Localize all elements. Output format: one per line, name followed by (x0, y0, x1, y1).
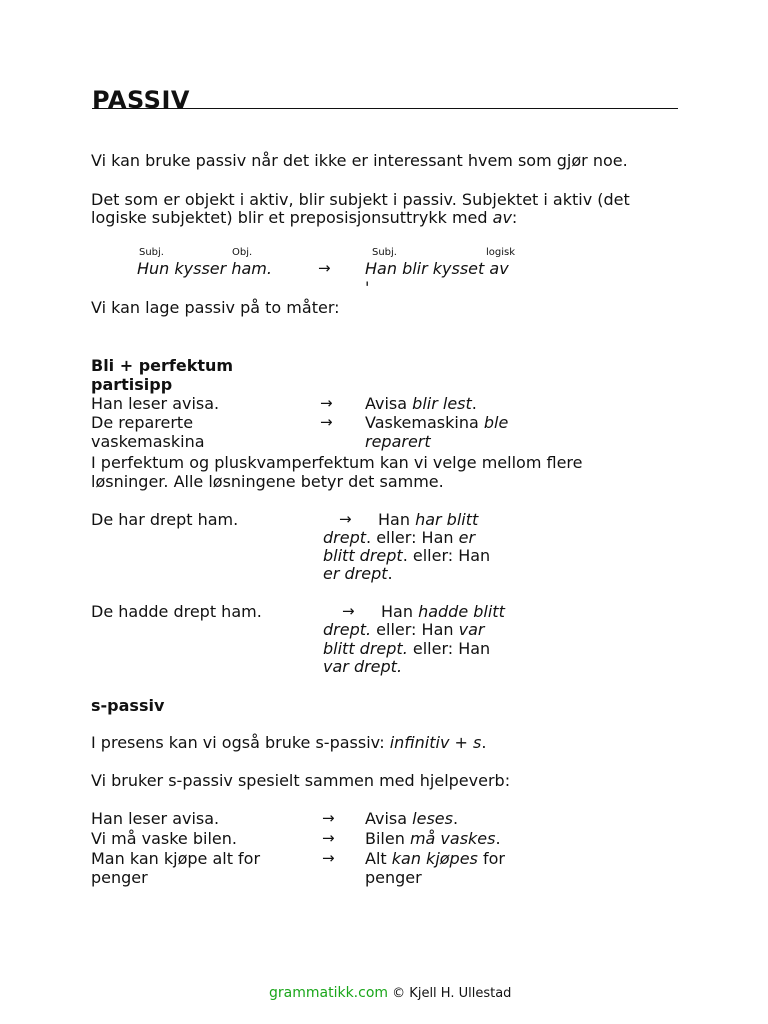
ex2-l1-em: hadde blitt (418, 602, 505, 621)
bli-row-2-right-cut: reparert (365, 432, 431, 451)
ex2-l2-em2: var (458, 620, 485, 639)
intro-em-av: av (492, 208, 512, 227)
intro-paragraph-1: Vi kan bruke passiv når det ikke er interessant hvem som gjør noe. (91, 151, 628, 170)
intro-colon: : (511, 208, 518, 227)
perfektum-ex1-arrow: → (339, 510, 352, 528)
bli-row-2-right (365, 413, 509, 451)
spassiv-paragraph-2: Vi bruker s-passiv spesielt sammen med hjelpeverb: (91, 771, 511, 790)
perfektum-ex1-line-3 (323, 546, 490, 565)
label-obj: Obj. (232, 247, 253, 258)
spassiv-row-3-right-cut: penger (365, 868, 422, 887)
ex1-l1-text: Han (378, 510, 416, 529)
spassiv-row-1-right-post: . (452, 809, 459, 828)
spassiv-row-2-right (365, 829, 501, 848)
title-underline (92, 108, 678, 109)
spassiv-row-1-arrow: → (322, 809, 335, 827)
ex2-l4-em: var drept. (323, 657, 403, 676)
example-passive-text: Han blir kysset av (365, 259, 509, 278)
footer (269, 985, 511, 1002)
bli-row-2-left (91, 413, 205, 451)
spassiv-row-3-right-em: kan kjøpes (391, 849, 478, 868)
spassiv-row-1-right (365, 809, 458, 828)
perfektum-ex1-line-4 (323, 564, 393, 583)
example-active (137, 259, 272, 278)
spassiv-row-2-right-text: Bilen (365, 829, 410, 848)
ex2-l1-text: Han (381, 602, 419, 621)
footer-site-link[interactable]: grammatikk.com (269, 985, 389, 1001)
footer-copyright: © Kjell H. Ullestad (392, 986, 512, 1001)
perfektum-ex1-line-2 (323, 528, 475, 547)
ex1-l3-text: . eller: Han (402, 546, 491, 565)
example-active-text: Hun kysser ham. (137, 259, 272, 278)
spassiv-row-3-right-text: Alt (365, 849, 392, 868)
spassiv-row-3-arrow: → (322, 849, 335, 867)
perfektum-ex1-left: De har drept ham. (91, 510, 239, 529)
ex2-l2-em: drept. (323, 620, 372, 639)
two-ways-text: Vi kan lage passiv på to måter: (91, 298, 340, 317)
spassiv-p1-em2: s (473, 733, 482, 752)
ex1-l3-em: blitt drept (323, 546, 403, 565)
spassiv-row-3-left-text: Man kan kjøpe alt for (91, 849, 261, 868)
spassiv-heading: s-passiv (91, 696, 165, 715)
spassiv-row-3-left (91, 849, 261, 887)
spassiv-row-1-left: Han leser avisa. (91, 809, 220, 828)
perfektum-ex2-line-3 (323, 639, 490, 658)
perfektum-line-2: løsninger. Alle løsningene betyr det samme. (91, 472, 444, 491)
perfektum-ex2-line-4 (323, 657, 402, 676)
spassiv-paragraph-1 (91, 733, 486, 752)
intro-paragraph-2-line-1: Det som er objekt i aktiv, blir subjekt i passiv. Subjektet i aktiv (det (91, 190, 630, 209)
spassiv-p1-period: . (481, 733, 487, 752)
spassiv-row-2-right-em: må vaskes (409, 829, 496, 848)
bli-heading-line-2: partisipp (91, 375, 173, 394)
ex1-l4-text: . (387, 564, 393, 583)
perfektum-ex2-line-1 (381, 602, 505, 621)
ex1-l2-text: . eller: Han (366, 528, 459, 547)
bli-heading-line-1: Bli + perfektum (91, 356, 234, 375)
spassiv-p1-plus: + (449, 733, 473, 752)
ex1-l4-em: er drept (323, 564, 388, 583)
spassiv-row-3-left-cut: penger (91, 868, 148, 887)
ex1-l2-em: drept (323, 528, 367, 547)
spassiv-p1-text: I presens kan vi også bruke s-passiv: (91, 733, 390, 752)
ex2-l2-text: eller: Han (371, 620, 459, 639)
perfektum-ex2-left: De hadde drept ham. (91, 602, 262, 621)
ex1-l1-em: har blitt (415, 510, 479, 529)
bli-row-1-right (365, 394, 477, 413)
perfektum-ex2-line-2 (323, 620, 484, 639)
spassiv-row-2-left: Vi må vaske bilen. (91, 829, 237, 848)
bli-row-2-arrow: → (320, 413, 333, 431)
spassiv-row-1-right-text: Avisa (365, 809, 413, 828)
page-title: PASSIV (92, 86, 190, 114)
intro-paragraph-2-line-2 (91, 208, 517, 227)
bli-row-1-left: Han leser avisa. (91, 394, 220, 413)
bli-row-1-right-post: . (471, 394, 477, 413)
spassiv-row-1-right-em: leses (412, 809, 453, 828)
label-logisk: logisk (486, 247, 516, 258)
intro-text: logiske subjektet) blir et preposisjonsuttrykk med (91, 208, 493, 227)
bli-heading (91, 356, 234, 394)
spassiv-row-3-right-post: for (477, 849, 505, 868)
spassiv-row-3-right (365, 849, 505, 887)
example-arrow: → (318, 259, 331, 277)
bli-row-2-left-text: De reparerte (91, 413, 194, 432)
spassiv-row-2-arrow: → (322, 829, 335, 847)
label-subj-right: Subj. (372, 247, 397, 258)
ex2-l3-text: eller: Han (407, 639, 491, 658)
ex1-l2-em2: er (458, 528, 476, 547)
bli-row-1-right-em: blir lest (412, 394, 472, 413)
bli-row-1-right-text: Avisa (365, 394, 413, 413)
bli-row-2-right-em: ble (483, 413, 509, 432)
spassiv-p1-em: infinitiv (389, 733, 450, 752)
label-subj-left: Subj. (139, 247, 164, 258)
example-passive-cut: ' (365, 278, 370, 297)
ex2-l3-em: blitt drept. (323, 639, 408, 658)
spassiv-row-2-right-post: . (495, 829, 501, 848)
bli-row-1-arrow: → (320, 394, 333, 412)
bli-row-2-right-text: Vaskemaskina (365, 413, 484, 432)
perfektum-line-1: I perfektum og pluskvamperfektum kan vi velge mellom flere (91, 453, 583, 472)
perfektum-ex2-arrow: → (342, 602, 355, 620)
example-passive (365, 259, 509, 297)
perfektum-ex1-line-1 (378, 510, 478, 529)
bli-row-2-left-cut: vaskemaskina (91, 432, 205, 451)
